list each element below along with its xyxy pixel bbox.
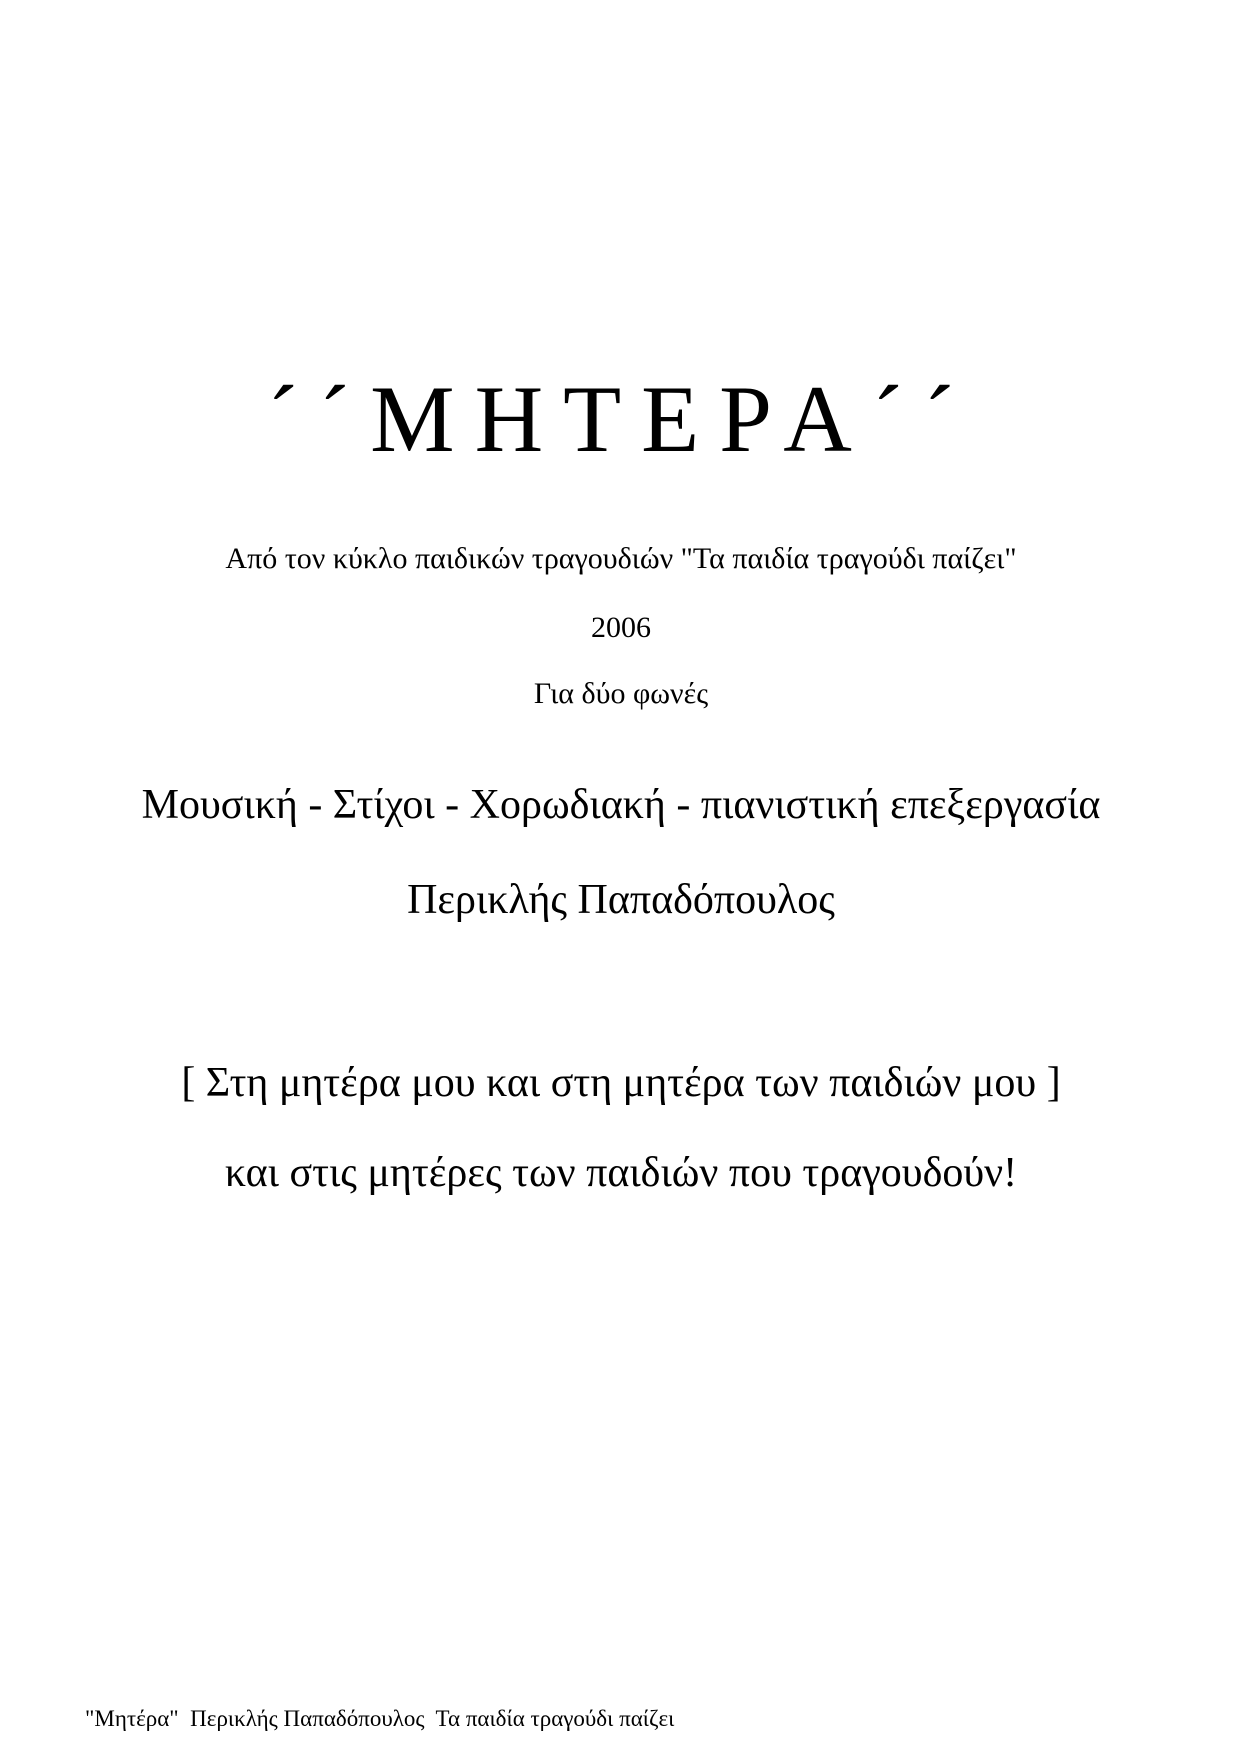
dedication-line-2: και στις μητέρες των παιδιών που τραγουδούν!: [224, 1150, 1018, 1196]
voices-note: Για δύο φωνές: [533, 677, 709, 710]
dedication-line-1: [ Στη μητέρα μου και στη μητέρα των παιδιών μου ]: [181, 1060, 1061, 1106]
composer-name: Περικλής Παπαδόπουλος: [407, 877, 835, 923]
footer-text: "Μητέρα" Περικλής Παπαδόπουλος Τα παιδία τραγούδι παίζει: [85, 1706, 675, 1731]
credits-line: Μουσική - Στίχοι - Χορωδιακή - πιανιστική επεξεργασία: [141, 782, 1101, 828]
year-label: 2006: [591, 611, 651, 644]
page-title: ´´ΜΗΤΕΡΑ´´: [267, 366, 975, 472]
song-cycle-subtitle: Από τον κύκλο παιδικών τραγουδιών "Τα παιδία τραγούδι παίζει": [225, 542, 1017, 575]
